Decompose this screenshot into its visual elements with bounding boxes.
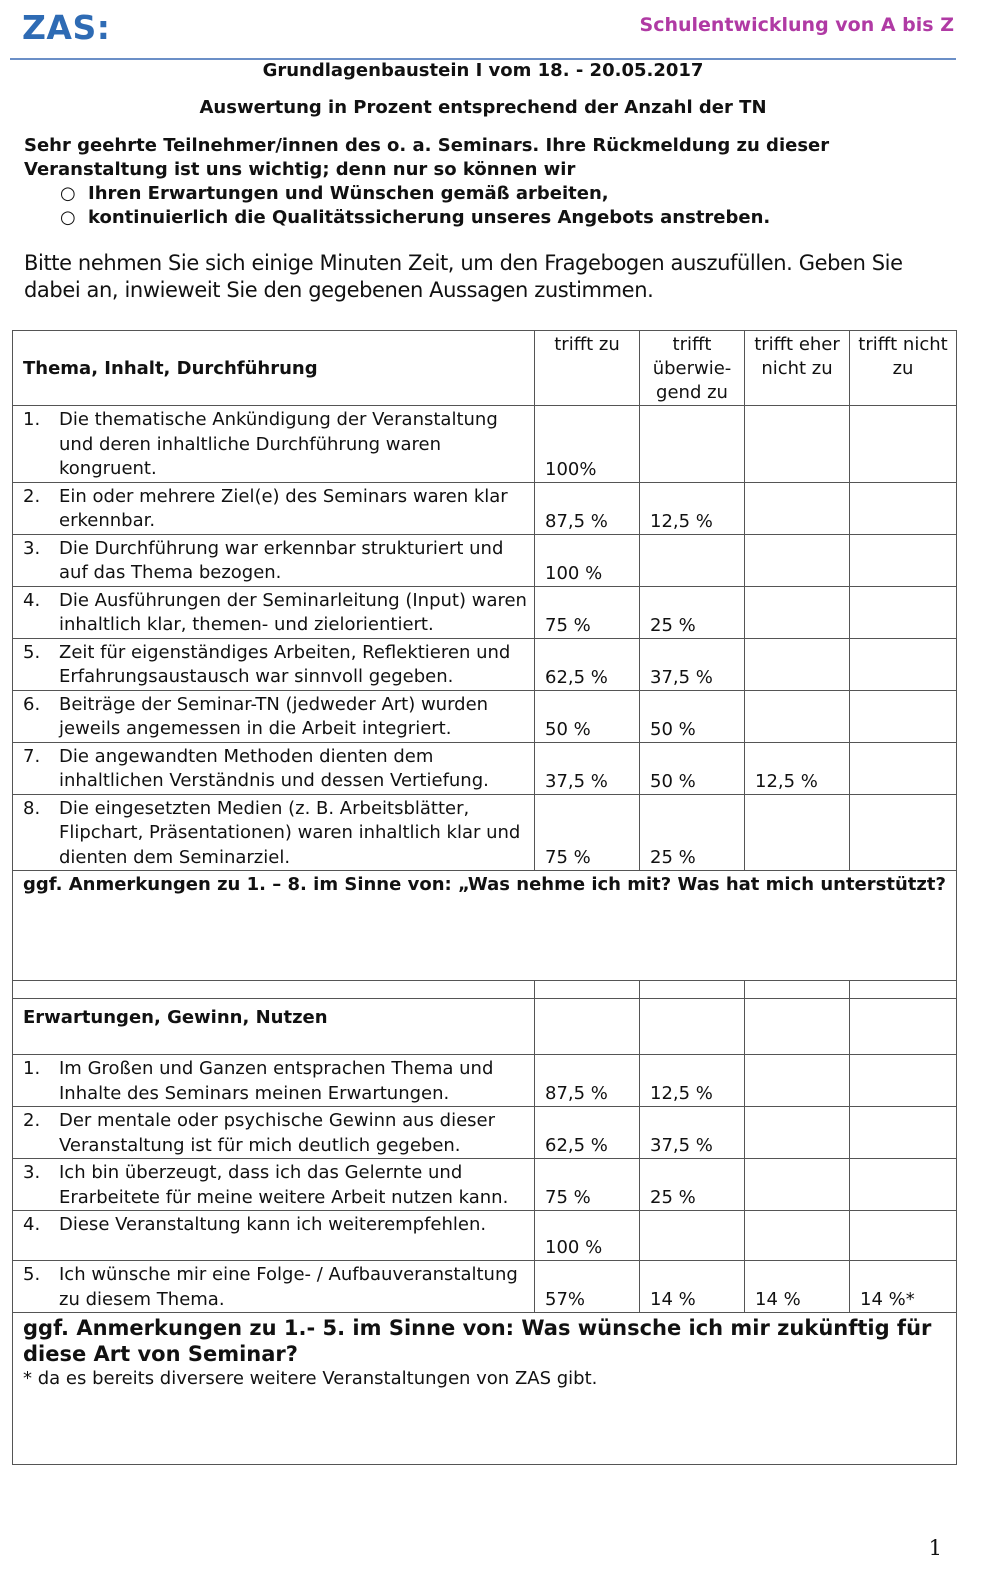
percent-value bbox=[850, 534, 957, 586]
question-number: 2. bbox=[23, 1110, 41, 1131]
question-cell bbox=[13, 1211, 535, 1261]
percent-value: 100% bbox=[535, 406, 640, 483]
question-number: 3. bbox=[23, 537, 41, 559]
percent-value bbox=[850, 586, 957, 638]
percent-value: 62,5 % bbox=[535, 1107, 640, 1159]
question-row bbox=[13, 690, 957, 742]
percent-value: 50 % bbox=[535, 690, 640, 742]
question-cell bbox=[13, 1159, 535, 1211]
percent-value: 87,5 % bbox=[535, 482, 640, 534]
percent-value: 62,5 % bbox=[535, 638, 640, 690]
percent-value bbox=[850, 742, 957, 794]
percent-value bbox=[745, 690, 850, 742]
question-row bbox=[13, 742, 957, 794]
question-text: Ich wünsche mir eine Folge- / Aufbauveranstaltung zu diesem Thema. bbox=[59, 1264, 518, 1310]
percent-value bbox=[745, 1159, 850, 1211]
percent-value bbox=[640, 534, 745, 586]
question-row bbox=[13, 586, 957, 638]
question-number: 6. bbox=[23, 693, 41, 715]
question-row bbox=[13, 1211, 957, 1261]
col-header-empty bbox=[535, 981, 640, 1055]
question-number: 5. bbox=[23, 641, 41, 663]
percent-value: 75 % bbox=[535, 1159, 640, 1211]
percent-value: 25 % bbox=[640, 586, 745, 638]
question-row bbox=[13, 1261, 957, 1313]
question-text: Ich bin überzeugt, dass ich das Gelernte und Erarbeitete für meine weitere Arbeit nutzen kann. bbox=[59, 1162, 509, 1208]
question-text: Die angewandten Methoden dienten dem inhaltlichen Verständnis und dessen Vertiefung. bbox=[59, 745, 489, 791]
instruction-text: Bitte nehmen Sie sich einige Minuten Zeit, um den Fragebogen auszufüllen. Geben Sie dabei an, inwieweit Sie den gegebenen Aussagen zustimmen. bbox=[24, 251, 903, 302]
col-header-empty bbox=[850, 981, 957, 1055]
percent-value bbox=[745, 638, 850, 690]
percent-value: 12,5 % bbox=[745, 742, 850, 794]
question-text: Die thematische Ankündigung der Veranstaltung und deren inhaltliche Durchführung waren kongruent. bbox=[59, 409, 498, 479]
question-text: Die eingesetzten Medien (z. B. Arbeitsblätter, Flipchart, Präsentationen) waren inhaltlich klar und dienten dem Seminarziel. bbox=[59, 797, 521, 868]
percent-value bbox=[745, 1211, 850, 1261]
section2-title: Erwartungen, Gewinn, Nutzen bbox=[13, 981, 535, 1055]
section2-notes: ggf. Anmerkungen zu 1.- 5. im Sinne von: Was wünsche ich mir zukünftig für diese Art von Seminar? bbox=[23, 1316, 932, 1366]
percent-value bbox=[850, 1211, 957, 1261]
question-number: 2. bbox=[23, 485, 41, 507]
question-number: 4. bbox=[23, 1214, 41, 1235]
question-number: 7. bbox=[23, 745, 41, 767]
question-text: Im Großen und Ganzen entsprachen Thema und Inhalte des Seminars meinen Erwartungen. bbox=[59, 1058, 494, 1104]
percent-value: 14 %* bbox=[850, 1261, 957, 1313]
header-row bbox=[13, 981, 957, 1055]
brand-tagline: Schulentwicklung von A bis Z bbox=[639, 14, 954, 36]
question-cell bbox=[13, 794, 535, 871]
percent-value bbox=[745, 406, 850, 483]
question-cell bbox=[13, 1107, 535, 1159]
percent-value bbox=[850, 794, 957, 871]
question-row bbox=[13, 1055, 957, 1107]
percent-value: 14 % bbox=[745, 1261, 850, 1313]
question-text: Beiträge der Seminar-TN (jedweder Art) wurden jeweils angemessen in die Arbeit integriert. bbox=[59, 693, 489, 739]
percent-value: 12,5 % bbox=[640, 1055, 745, 1107]
percent-value: 37,5 % bbox=[640, 1107, 745, 1159]
percent-value: 75 % bbox=[535, 794, 640, 871]
question-text: Der mentale oder psychische Gewinn aus dieser Veranstaltung ist für mich deutlich gegeben. bbox=[59, 1110, 496, 1156]
question-cell bbox=[13, 1055, 535, 1107]
percent-value bbox=[745, 1107, 850, 1159]
document-subtitle: Auswertung in Prozent entsprechend der Anzahl der TN bbox=[199, 97, 767, 118]
question-row bbox=[13, 638, 957, 690]
percent-value: 14 % bbox=[640, 1261, 745, 1313]
percent-value: 25 % bbox=[640, 1159, 745, 1211]
question-cell bbox=[13, 406, 535, 483]
question-cell bbox=[13, 1261, 535, 1313]
question-cell bbox=[13, 690, 535, 742]
section1-notes: ggf. Anmerkungen zu 1. – 8. im Sinne von: „Was nehme ich mit? Was hat mich unterstützt? bbox=[13, 871, 957, 999]
col-header-empty bbox=[745, 981, 850, 1055]
section2-table bbox=[12, 980, 957, 1465]
question-number: 1. bbox=[23, 409, 41, 430]
percent-value: 87,5 % bbox=[535, 1055, 640, 1107]
footnote: * da es bereits diversere weitere Veranstaltungen von ZAS gibt. bbox=[23, 1368, 598, 1389]
col-header: trifft nicht zu bbox=[850, 331, 957, 406]
question-number: 8. bbox=[23, 797, 41, 819]
question-number: 1. bbox=[23, 1058, 41, 1079]
question-cell bbox=[13, 586, 535, 638]
question-cell bbox=[13, 742, 535, 794]
percent-value bbox=[850, 1159, 957, 1211]
question-row bbox=[13, 406, 957, 483]
document-title: Grundlagenbaustein I vom 18. - 20.05.2017 bbox=[262, 60, 704, 81]
page-number: 1 bbox=[928, 1536, 942, 1560]
percent-value: 12,5 % bbox=[640, 482, 745, 534]
question-cell bbox=[13, 482, 535, 534]
percent-value: 25 % bbox=[640, 794, 745, 871]
percent-value bbox=[850, 690, 957, 742]
percent-value: 50 % bbox=[640, 742, 745, 794]
percent-value: 75 % bbox=[535, 586, 640, 638]
question-row bbox=[13, 482, 957, 534]
col-header: trifft zu bbox=[535, 331, 640, 406]
question-text: Ein oder mehrere Ziel(e) des Seminars waren klar erkennbar. bbox=[59, 485, 508, 531]
intro-bullets bbox=[24, 182, 954, 230]
question-text: Die Durchführung war erkennbar strukturiert und auf das Thema bezogen. bbox=[59, 537, 504, 583]
question-text: Zeit für eigenständiges Arbeiten, Reflektieren und Erfahrungsaustausch war sinnvoll gegeben. bbox=[59, 641, 511, 687]
percent-value: 37,5 % bbox=[640, 638, 745, 690]
percent-value bbox=[640, 1211, 745, 1261]
percent-value: 100 % bbox=[535, 534, 640, 586]
question-number: 3. bbox=[23, 1162, 41, 1183]
intro-block bbox=[24, 134, 954, 230]
percent-value bbox=[850, 638, 957, 690]
percent-value bbox=[745, 586, 850, 638]
header-row bbox=[13, 331, 957, 406]
zas-logo: ZAS: bbox=[22, 8, 111, 47]
question-cell bbox=[13, 638, 535, 690]
question-row bbox=[13, 534, 957, 586]
percent-value: 37,5 % bbox=[535, 742, 640, 794]
percent-value: 50 % bbox=[640, 690, 745, 742]
percent-value bbox=[745, 1055, 850, 1107]
question-text: Diese Veranstaltung kann ich weiterempfehlen. bbox=[59, 1214, 487, 1235]
percent-value bbox=[850, 406, 957, 483]
percent-value bbox=[745, 534, 850, 586]
section1-rows bbox=[13, 406, 957, 871]
intro-text: Sehr geehrte Teilnehmer/innen des o. a. Seminars. Ihre Rückmeldung zu dieser Veranstaltung ist uns wichtig; denn nur so können wir bbox=[24, 135, 830, 180]
col-header: trifft überwie-gend zu bbox=[640, 331, 745, 406]
section2-notes-row bbox=[13, 1313, 957, 1465]
percent-value bbox=[850, 1107, 957, 1159]
section2-notes-cell bbox=[13, 1313, 957, 1465]
percent-value bbox=[745, 482, 850, 534]
percent-value bbox=[850, 1055, 957, 1107]
col-header: trifft eher nicht zu bbox=[745, 331, 850, 406]
intro-bullet: ○ kontinuierlich die Qualitätssicherung unseres Angebots anstreben. bbox=[60, 206, 954, 230]
intro-bullet: ○ Ihren Erwartungen und Wünschen gemäß arbeiten, bbox=[60, 182, 954, 206]
question-cell bbox=[13, 534, 535, 586]
section1-title: Thema, Inhalt, Durchführung bbox=[13, 331, 535, 406]
percent-value bbox=[850, 482, 957, 534]
percent-value bbox=[745, 794, 850, 871]
question-number: 4. bbox=[23, 589, 41, 611]
percent-value: 57% bbox=[535, 1261, 640, 1313]
percent-value: 100 % bbox=[535, 1211, 640, 1261]
percent-value bbox=[640, 406, 745, 483]
col-header-empty bbox=[640, 981, 745, 1055]
question-row bbox=[13, 1107, 957, 1159]
question-text: Die Ausführungen der Seminarleitung (Input) waren inhaltlich klar, themen- und zielorientiert. bbox=[59, 589, 527, 635]
question-row bbox=[13, 794, 957, 871]
question-number: 5. bbox=[23, 1264, 41, 1285]
question-row bbox=[13, 1159, 957, 1211]
section2-rows bbox=[13, 1055, 957, 1313]
section1-table bbox=[12, 330, 957, 999]
